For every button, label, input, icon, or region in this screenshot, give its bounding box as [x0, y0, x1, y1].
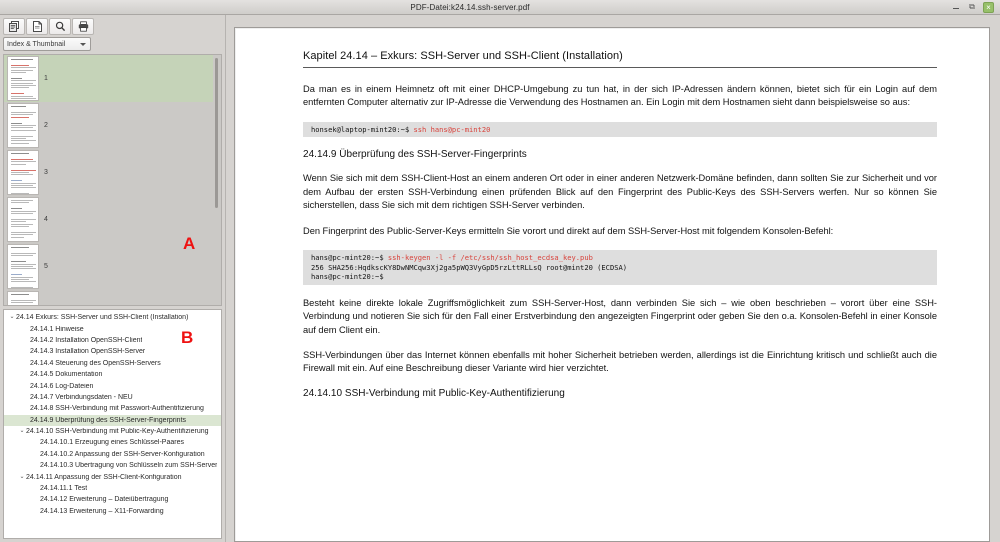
thumbnail-page-preview — [7, 244, 39, 289]
maximize-button[interactable]: ⧉ — [969, 2, 975, 11]
thumbnail-number: 2 — [44, 122, 48, 129]
outline-item-label: 24.14.11 Anpassung der SSH-Client-Konfiguration — [26, 473, 182, 481]
chevron-down-icon[interactable]: ⌄ — [19, 428, 25, 435]
thumbnail-page-preview — [7, 291, 39, 306]
view-mode-value: Index & Thumbnail — [7, 40, 66, 48]
document-viewport[interactable] — [234, 27, 990, 542]
outline-item-label: 24.14.13 Erweiterung – X11-Forwarding — [40, 507, 164, 515]
code-command: ssh hans@pc-mint20 — [413, 124, 491, 134]
thumbnail-row[interactable] — [4, 55, 213, 102]
outline-item-label: 24.14.6 Log-Dateien — [30, 382, 94, 390]
outline-item-label: 24.14.8 SSH-Verbindung mit Passwort-Authentifizierung — [30, 405, 204, 413]
outline-item-label: 24.14.5 Dokumentation — [30, 371, 103, 379]
thumbnail-number: 5 — [44, 263, 48, 270]
code-prompt: honsek@laptop-mint20:~$ — [311, 124, 414, 134]
thumbnail-number: 4 — [44, 216, 48, 223]
thumbnail-page-preview — [7, 56, 39, 101]
sidebar — [0, 15, 226, 542]
thumbnail-number: 1 — [44, 75, 48, 82]
window-controls — [951, 2, 1000, 13]
outline-item-label: 24.14.12 Erweiterung – Dateiübertragung — [40, 496, 169, 504]
paragraph-intro: Da man es in einem Heimnetz oft mit einer DHCP-Umgebung zu tun hat, in der sich IP-Adressen ändern können, bietet sich für ein Login auf dem entfernten Computer alternativ zur IP-Adresse die Verwendung des Hostnamen an. Ein Login mit dem Hostnamen sieht dann beispielsweise so aus: — [303, 84, 937, 108]
code-prompt: hans@pc-mint20:~$ — [311, 253, 388, 263]
thumbnail-row[interactable] — [4, 290, 213, 306]
outline-item-label: 24.14.9 Überprüfung des SSH-Server-Fingerprints — [30, 416, 187, 424]
outline-item-label: 24.14.4 Steuerung des OpenSSH-Servers — [30, 359, 161, 367]
outline-item-label: 24.14.7 Verbindungsdaten - NEU — [30, 393, 133, 401]
outline-item-label: 24.14.10 SSH-Verbindung mit Public-Key-Authentifizierung — [26, 428, 209, 436]
outline-item-24-14-8[interactable] — [4, 403, 221, 414]
outline-item-24-14-10[interactable] — [4, 426, 221, 437]
thumbnail-page-preview — [7, 197, 39, 242]
outline-item-24-14-9[interactable] — [4, 415, 221, 426]
document-icon[interactable] — [26, 18, 48, 35]
thumbnail-scrollbar[interactable] — [213, 56, 220, 304]
outline-item-24-14-10-2[interactable] — [4, 449, 221, 460]
print-icon[interactable] — [72, 18, 94, 35]
chevron-down-icon[interactable]: ⌄ — [19, 473, 25, 480]
outline-item-24-14-4[interactable] — [4, 358, 221, 369]
chevron-down-icon — [80, 43, 86, 46]
code-command: ssh-keygen -l -f /etc/ssh/ssh_host_ecdsa_key.pub — [387, 253, 593, 263]
window-title: PDF-Datei:k24.14.ssh-server.pdf — [410, 2, 530, 12]
outline-item-label: 24.14.10.1 Erzeugung eines Schlüssel-Paares — [40, 439, 184, 447]
annotation-b: B — [181, 328, 194, 347]
paragraph-remote-access: Besteht keine direkte lokale Zugriffsmöglichkeit zum SSH-Server-Host, dann verbinden Sie sich – wie oben beschrieben – vorort über eine SSH-Verbindung und notieren Sie sich für den Fall einer Erstverbindung den angezeigten Fingerprint oder geben Sie den o.a. Konsolen-Befehl in einer Konsole auf dem Client ein. — [303, 297, 937, 335]
section-heading-24-14-9: 24.14.9 Überprüfung des SSH-Server-Fingerprints — [303, 149, 527, 161]
pdf-page — [235, 28, 989, 411]
thumbnail-row[interactable] — [4, 196, 213, 243]
outline-item-label: 24.14.10.3 Übertragung von Schlüsseln zum SSH-Server — [40, 462, 218, 470]
outline-item-24-14-5[interactable] — [4, 369, 221, 380]
minimize-button[interactable] — [951, 2, 961, 12]
outline-item-24-14-10-3[interactable] — [4, 460, 221, 471]
outline-item-24-14[interactable] — [4, 312, 221, 323]
thumbnail-page-preview — [7, 150, 39, 195]
outline-item-24-14-13[interactable] — [4, 506, 221, 517]
page-title: Kapitel 24.14 – Exkurs: SSH-Server und SSH-Client (Installation) — [303, 50, 937, 68]
copy-pages-icon[interactable] — [3, 18, 25, 35]
outline-item-label: 24.14.2 Installation OpenSSH-Client — [30, 336, 143, 344]
thumbnail-scrollbar-handle[interactable] — [215, 58, 218, 208]
paragraph-internet: SSH-Verbindungen über das Internet können ebenfalls mit hoher Sicherheit betrieben werden, allerdings ist die Einrichtung kritisch und schließt auch die Firewall mit ein. Auf eine Beschreibung dieser Variante wird hier verzichtet. — [303, 350, 937, 374]
code-block-ssh-login — [303, 122, 937, 138]
title-bar — [0, 0, 1000, 15]
thumbnail-number: 3 — [44, 169, 48, 176]
section-heading-24-14-10: 24.14.10 SSH-Verbindung mit Public-Key-Authentifizierung — [303, 387, 565, 399]
view-mode-row — [0, 35, 225, 54]
outline-item-24-14-12[interactable] — [4, 494, 221, 505]
search-icon[interactable] — [49, 18, 71, 35]
outline-item-24-14-10-1[interactable] — [4, 437, 221, 448]
outline-item-label: 24.14.3 Installation OpenSSH-Server — [30, 348, 146, 356]
thumbnail-pane[interactable] — [3, 54, 222, 306]
window-body — [0, 15, 1000, 542]
outline-item-label: 24.14.1 Hinweise — [30, 325, 84, 333]
outline-item-24-14-11-1[interactable] — [4, 483, 221, 494]
document-area — [226, 15, 1000, 542]
thumbnail-row[interactable] — [4, 149, 213, 196]
thumbnail-row[interactable] — [4, 243, 213, 290]
thumbnail-row[interactable] — [4, 102, 213, 149]
outline-item-label: 24.14.11.1 Test — [40, 485, 88, 493]
close-button[interactable]: × — [983, 2, 994, 13]
outline-item-24-14-7[interactable] — [4, 392, 221, 403]
sidebar-toolbar — [0, 15, 225, 35]
outline-item-label: 24.14.10.2 Anpassung der SSH-Server-Konfiguration — [40, 450, 205, 458]
view-mode-select[interactable] — [3, 37, 91, 51]
paragraph-fingerprint-howto: Den Fingerprint des Public-Server-Keys ermitteln Sie vorort und direkt auf dem SSH-Server-Host mit folgendem Konsolen-Befehl: — [303, 225, 834, 236]
code-output: 256 SHA256:HqdkscKY8DwNMCqw3Xj2ga5pWQ3VyGpD5rzLttRLLsQ root@mint20 (ECDSA) — [311, 262, 628, 272]
paragraph-fingerprint-intro: Wenn Sie sich mit dem SSH-Client-Host an einem anderen Ort oder in einer anderen Netzwerk-Domäne befinden, dann sollten Sie zur Sicherheit und vor dem Aufbau der ersten SSH-Verbindung einen prüfenden Blick auf den Fingerprint des Public-Keys des SSH-Servers werfen. Nur so können Sie sicherstellen, dass Sie sich mit dem richtigen SSH-Server verbinden. — [303, 173, 937, 211]
outline-item-24-14-11[interactable] — [4, 471, 221, 482]
outline-item-24-14-6[interactable] — [4, 380, 221, 391]
chevron-down-icon[interactable]: ⌄ — [9, 314, 15, 321]
code-block-ssh-keygen — [303, 250, 937, 285]
code-prompt-trailing: hans@pc-mint20:~$ — [311, 272, 384, 282]
thumbnail-page-preview — [7, 103, 39, 148]
annotation-a: A — [183, 234, 196, 253]
outline-item-label: 24.14 Exkurs: SSH-Server und SSH-Client (Installation) — [16, 314, 189, 322]
thumbnail-list — [4, 55, 213, 305]
